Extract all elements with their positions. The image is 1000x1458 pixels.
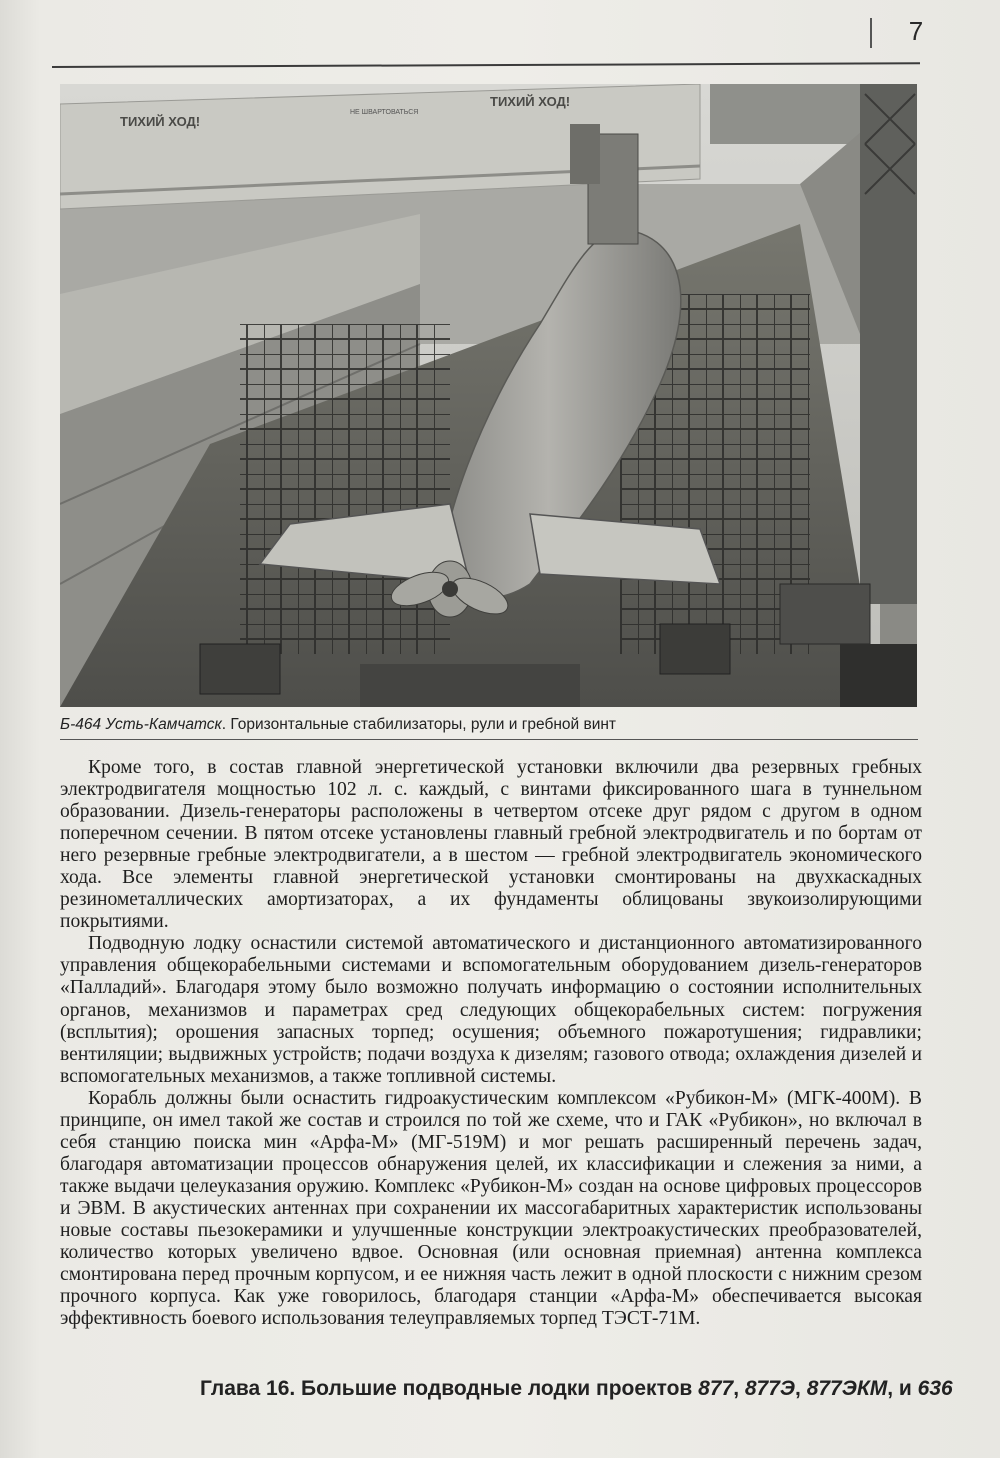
- photo-foreground-base: [360, 664, 580, 707]
- photo-caption: [60, 716, 920, 734]
- bleed-through-text: [70, 1378, 190, 1402]
- paragraph-2: Подводную лодку оснастили системой автоматического и дистанционного автоматизированного управления общекорабельными системами и вспомогательным оборудованием дизель-генераторов «Палладий». Благодаря этому было возможно получать информацию о состоянии исполнительных органов, механизмов и параметрах сред следующих общекорабельных систем: погружения (всплытия); орошения запасных торпед; осушения; объемного пожаротушения; гидравлики; вентиляции; выдвижных устройств; подачи воздуха к дизелям; газового отвода; охлаждения дизелей и вспомогательных механизмов, а также топливной системы.: [60, 933, 922, 1087]
- footer-project-877e: 877Э: [744, 1377, 796, 1400]
- photo-sign-right: ТИХИЙ ХОД!: [490, 94, 571, 109]
- body-text: [60, 757, 922, 1330]
- caption-text: . Горизонтальные стабилизаторы, рули и гребной винт: [221, 716, 617, 733]
- footer-sep-1: ,: [733, 1377, 745, 1400]
- caption-rule: [60, 739, 918, 740]
- caption-submarine-name: Б-464 Усть-Камчатск: [60, 716, 222, 733]
- footer-project-877: 877: [698, 1377, 734, 1400]
- photo-crate-3: [200, 644, 280, 694]
- photo-drawing: [60, 84, 917, 707]
- photo-sign-middle: НЕ ШВАРТОВАТЬСЯ: [350, 109, 419, 116]
- footer-project-877ekm: 877ЭКМ: [806, 1377, 888, 1400]
- photo-right-crane: [860, 84, 917, 604]
- photo-sign-left: ТИХИЙ ХОД!: [120, 114, 201, 129]
- paragraph-3: Корабль должны были оснастить гидроакустическим комплексом «Рубикон-М» (МГК-400М). В принципе, он имел такой же состав и строился по той же схеме, что и ГАК «Рубикон», но включал в себя станцию поиска мин «Арфа-М» (МГ-519М) и мог решать расширенный перечень задач, благодаря автоматизации процессов обнаружения целей, их классификации и слежения за ними, а также выдачи целеуказания оружию. Комплекс «Рубикон-М» создан на основе цифровых процессоров и ЭВМ. В акустических антеннах при сохранении их массогабаритных характеристик использованы новые составы пьезокерамики и улучшенные конструкции электроакустических преобразователей, количество которых увеличено вдвое. Основная (или основная приемная) антенна комплекса смонтирована перед прочным корпусом, и ее нижняя часть лежит в одной плоскости с нижним срезом прочного корпуса. Как уже говорилось, благодаря станции «Арфа-М» обеспечивается высокая эффективность боевого использования телеуправляемых торпед ТЭСТ-71М.: [60, 1087, 922, 1330]
- photo-crate-1: [780, 584, 870, 644]
- paragraph-1: Кроме того, в состав главной энергетической установки включили два резервных гребных электродвигателя мощностью 102 л. с. каждый, с винтами фиксированного шага в туннельном образовании. Дизель-генераторы расположены в четвертом отсеке друг рядом с другом в одном поперечном сечении. В пятом отсеке установлены главный гребной электродвигатель и по бортам от него резервные гребные электродвигатели, а в шестом — гребной электродвигатель экономического хода. Все элементы главной энергетической установки смонтированы на двухкаскадных резинометаллических амортизаторах, а их фундаменты облицованы звукоизолирующими покрытиями.: [60, 757, 922, 933]
- running-footer-title: [200, 1377, 953, 1401]
- photo-submarine-drydock: [60, 84, 917, 707]
- photo-crate-2: [660, 624, 730, 674]
- footer-sep-3: , и: [887, 1377, 918, 1400]
- photo-submarine-mast: [570, 124, 600, 184]
- footer-project-636: 636: [917, 1377, 953, 1400]
- footer-prefix: Глава 16. Большие подводные лодки проектов: [200, 1377, 699, 1400]
- page-number-separator: [870, 18, 872, 48]
- header-rule: [52, 62, 920, 68]
- photo-crate-4: [840, 644, 917, 707]
- footer-sep-2: ,: [795, 1377, 807, 1400]
- page-number: 7: [908, 16, 924, 46]
